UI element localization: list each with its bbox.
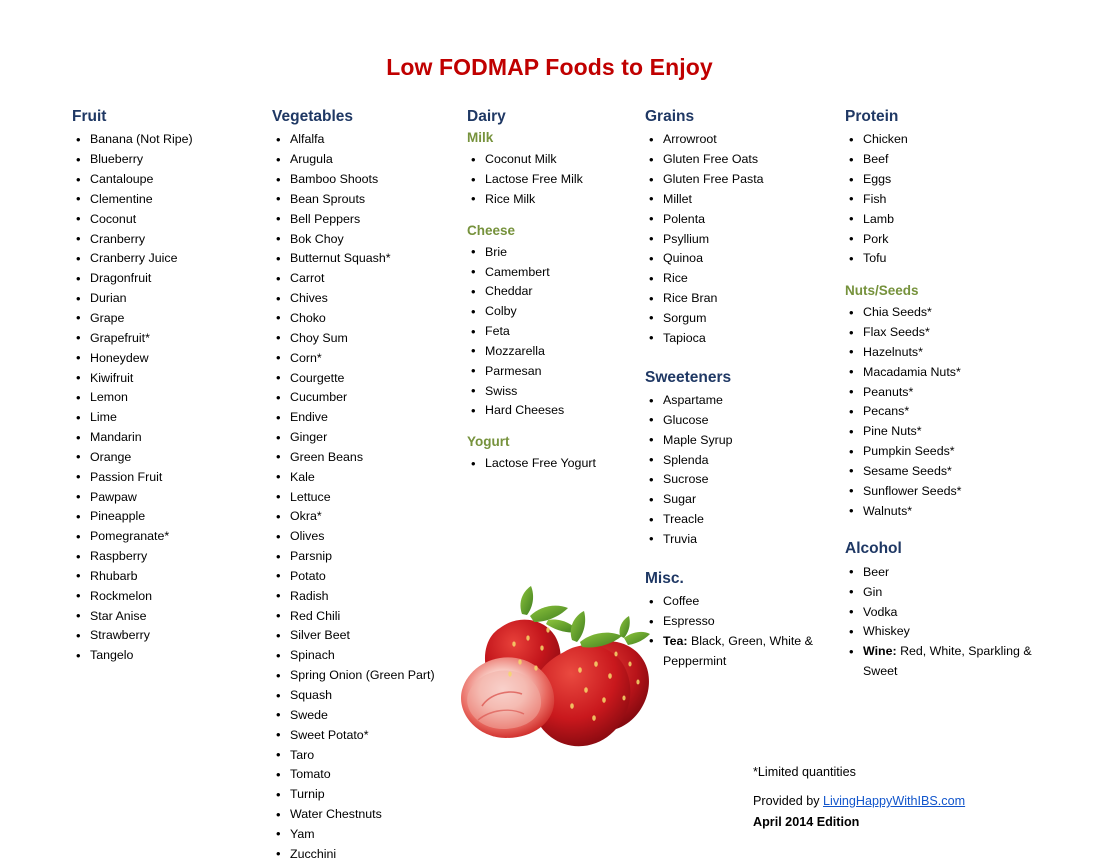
- list-item: • Hazelnuts*: [845, 343, 1035, 363]
- list-item: • Spinach: [272, 646, 467, 666]
- list-vegetables: [272, 130, 467, 864]
- list-item: • Psyllium: [645, 230, 845, 250]
- list-item: • Feta: [467, 322, 645, 342]
- list-item: • Beer: [845, 563, 1035, 583]
- list-item: • Colby: [467, 302, 645, 322]
- list-item: • Star Anise: [72, 607, 272, 627]
- list-item: • Taro: [272, 746, 467, 766]
- list-item: • Kale: [272, 468, 467, 488]
- list-item: • Sunflower Seeds*: [845, 482, 1035, 502]
- footer-edition: April 2014 Edition: [753, 815, 860, 829]
- list-item: • Pomegranate*: [72, 527, 272, 547]
- list-item: • Walnuts*: [845, 502, 1035, 522]
- list-item: • Bell Peppers: [272, 210, 467, 230]
- list-item: • Turnip: [272, 785, 467, 805]
- list-item: • Aspartame: [645, 391, 845, 411]
- list-item: • Pecans*: [845, 402, 1035, 422]
- list-item: • Radish: [272, 587, 467, 607]
- list-item: • Parsnip: [272, 547, 467, 567]
- list-item: • Alfalfa: [272, 130, 467, 150]
- list-item: • Pine Nuts*: [845, 422, 1035, 442]
- list-item: • Hard Cheeses: [467, 401, 645, 421]
- list-item: • Tapioca: [645, 329, 845, 349]
- list-item: • Cucumber: [272, 388, 467, 408]
- list-item: • Truvia: [645, 530, 845, 550]
- list-item: • Olives: [272, 527, 467, 547]
- list-item: • Espresso: [645, 612, 845, 632]
- section-heading-vegetables: Vegetables: [272, 108, 353, 125]
- list-item: • Squash: [272, 686, 467, 706]
- list-protein: [845, 130, 1035, 269]
- page-title: Low FODMAP Foods to Enjoy: [386, 54, 713, 80]
- list-item: • Camembert: [467, 263, 645, 283]
- list-item: • Chives: [272, 289, 467, 309]
- section-heading-alcohol: Alcohol: [845, 540, 902, 558]
- list-item: • Bamboo Shoots: [272, 170, 467, 190]
- list-item: • Arrowroot: [645, 130, 845, 150]
- list-item: • Lettuce: [272, 488, 467, 508]
- list-item: • Gin: [845, 583, 1035, 603]
- list-item: • Pork: [845, 230, 1035, 250]
- list-yogurt: [467, 454, 645, 474]
- list-item: • Rhubarb: [72, 567, 272, 587]
- list-item: • Coconut Milk: [467, 150, 645, 170]
- list-item: • Gluten Free Oats: [645, 150, 845, 170]
- list-item: • Honeydew: [72, 349, 272, 369]
- column-protein: [845, 107, 1035, 682]
- section-heading-grains: Grains: [645, 108, 695, 125]
- list-item: • Quinoa: [645, 249, 845, 269]
- list-item: • Rice Milk: [467, 190, 645, 210]
- list-item: • Strawberry: [72, 626, 272, 646]
- list-item: • Gluten Free Pasta: [645, 170, 845, 190]
- list-item: • Yam: [272, 825, 467, 845]
- list-item: • Durian: [72, 289, 272, 309]
- food-columns: [0, 107, 1099, 865]
- list-item: • Swiss: [467, 382, 645, 402]
- list-item: • Cantaloupe: [72, 170, 272, 190]
- list-item: • Choko: [272, 309, 467, 329]
- list-item: • Sorgum: [645, 309, 845, 329]
- list-nuts-seeds: [845, 303, 1035, 521]
- list-item: • Tomato: [272, 765, 467, 785]
- list-item: • Rice Bran: [645, 289, 845, 309]
- list-item: • Pineapple: [72, 507, 272, 527]
- list-item: • Mozzarella: [467, 342, 645, 362]
- list-item: • Flax Seeds*: [845, 323, 1035, 343]
- list-item: • Macadamia Nuts*: [845, 363, 1035, 383]
- list-item: • Butternut Squash*: [272, 249, 467, 269]
- tea-value: Black, Green, White & Peppermint: [663, 633, 813, 668]
- section-heading-protein: Protein: [845, 108, 899, 125]
- list-item: • Coconut: [72, 210, 272, 230]
- list-item: • Passion Fruit: [72, 468, 272, 488]
- list-item: • Sucrose: [645, 470, 845, 490]
- footer: [753, 762, 965, 833]
- list-item: • Lime: [72, 408, 272, 428]
- list-item: • Zucchini: [272, 845, 467, 865]
- list-item: • Courgette: [272, 369, 467, 389]
- list-item: • Bok Choy: [272, 230, 467, 250]
- list-item: • Brie: [467, 243, 645, 263]
- list-item: • Cheddar: [467, 282, 645, 302]
- list-item: • Spring Onion (Green Part): [272, 666, 467, 686]
- list-item-wine: [845, 642, 1035, 682]
- wine-value: Red, White, Sparkling & Sweet: [863, 644, 1032, 679]
- list-item: • Parmesan: [467, 362, 645, 382]
- list-item: • Grape: [72, 309, 272, 329]
- list-item: • Bean Sprouts: [272, 190, 467, 210]
- list-item: • Corn*: [272, 349, 467, 369]
- list-item: • Peanuts*: [845, 383, 1035, 403]
- list-item: • Banana (Not Ripe): [72, 130, 272, 150]
- list-item: • Cranberry Juice: [72, 249, 272, 269]
- list-item: • Eggs: [845, 170, 1035, 190]
- list-item: • Vodka: [845, 603, 1035, 623]
- list-item: • Clementine: [72, 190, 272, 210]
- list-item: • Splenda: [645, 451, 845, 471]
- list-fruit: [72, 130, 272, 666]
- provided-by-label: Provided by: [753, 794, 824, 808]
- list-item: • Lactose Free Yogurt: [467, 454, 645, 474]
- list-grains: [645, 130, 845, 348]
- list-item: • Coffee: [645, 592, 845, 612]
- list-item: • Sesame Seeds*: [845, 462, 1035, 482]
- list-item: • Raspberry: [72, 547, 272, 567]
- list-item: • Sweet Potato*: [272, 726, 467, 746]
- footer-provided-line: [753, 791, 965, 812]
- list-item-tea: [645, 632, 845, 672]
- section-heading-sweeteners: Sweeteners: [645, 368, 732, 386]
- list-item: • Tangelo: [72, 646, 272, 666]
- list-item: • Pawpaw: [72, 488, 272, 508]
- list-item: • Orange: [72, 448, 272, 468]
- subsection-heading-nuts-seeds: Nuts/Seeds: [845, 283, 919, 299]
- list-misc: [645, 592, 845, 671]
- list-item: • Millet: [645, 190, 845, 210]
- list-item: • Blueberry: [72, 150, 272, 170]
- list-item: • Ginger: [272, 428, 467, 448]
- column-fruit: [72, 107, 272, 666]
- list-item: • Choy Sum: [272, 329, 467, 349]
- list-item: • Grapefruit*: [72, 329, 272, 349]
- list-item: • Rice: [645, 269, 845, 289]
- list-item: • Fish: [845, 190, 1035, 210]
- subsection-heading-cheese: Cheese: [467, 222, 516, 238]
- list-milk: [467, 150, 645, 210]
- list-item: • Swede: [272, 706, 467, 726]
- footnote-limited: *Limited quantities: [753, 765, 856, 779]
- list-item: • Green Beans: [272, 448, 467, 468]
- list-item: • Pumpkin Seeds*: [845, 442, 1035, 462]
- column-dairy: [467, 107, 645, 474]
- list-item: • Dragonfruit: [72, 269, 272, 289]
- list-item: • Sugar: [645, 490, 845, 510]
- list-item: • Maple Syrup: [645, 431, 845, 451]
- provider-link[interactable]: LivingHappyWithIBS.com: [823, 794, 966, 808]
- list-item: • Chicken: [845, 130, 1035, 150]
- list-item: • Red Chili: [272, 607, 467, 627]
- list-item: • Okra*: [272, 507, 467, 527]
- subsection-heading-yogurt: Yogurt: [467, 434, 510, 450]
- list-item: • Endive: [272, 408, 467, 428]
- section-heading-misc: Misc.: [645, 569, 684, 587]
- section-heading-fruit: Fruit: [72, 108, 107, 125]
- list-item: • Carrot: [272, 269, 467, 289]
- list-item: • Lactose Free Milk: [467, 170, 645, 190]
- list-item: • Mandarin: [72, 428, 272, 448]
- list-item: • Polenta: [645, 210, 845, 230]
- tea-label: Tea:: [663, 633, 688, 648]
- list-item: • Potato: [272, 567, 467, 587]
- column-vegetables: [272, 107, 467, 865]
- list-alcohol: [845, 563, 1035, 682]
- subsection-heading-milk: Milk: [467, 130, 494, 146]
- list-sweeteners: [645, 391, 845, 550]
- list-item: • Lamb: [845, 210, 1035, 230]
- list-cheese: [467, 243, 645, 422]
- list-item: • Water Chestnuts: [272, 805, 467, 825]
- list-item: • Arugula: [272, 150, 467, 170]
- list-item: • Cranberry: [72, 230, 272, 250]
- list-item: • Tofu: [845, 249, 1035, 269]
- list-item: • Glucose: [645, 411, 845, 431]
- list-item: • Rockmelon: [72, 587, 272, 607]
- wine-label: Wine:: [863, 644, 897, 659]
- list-item: • Chia Seeds*: [845, 303, 1035, 323]
- section-heading-dairy: Dairy: [467, 108, 506, 125]
- list-item: • Whiskey: [845, 622, 1035, 642]
- list-item: • Beef: [845, 150, 1035, 170]
- list-item: • Kiwifruit: [72, 369, 272, 389]
- list-item: • Silver Beet: [272, 626, 467, 646]
- column-grains: [645, 107, 845, 672]
- list-item: • Lemon: [72, 388, 272, 408]
- list-item: • Treacle: [645, 510, 845, 530]
